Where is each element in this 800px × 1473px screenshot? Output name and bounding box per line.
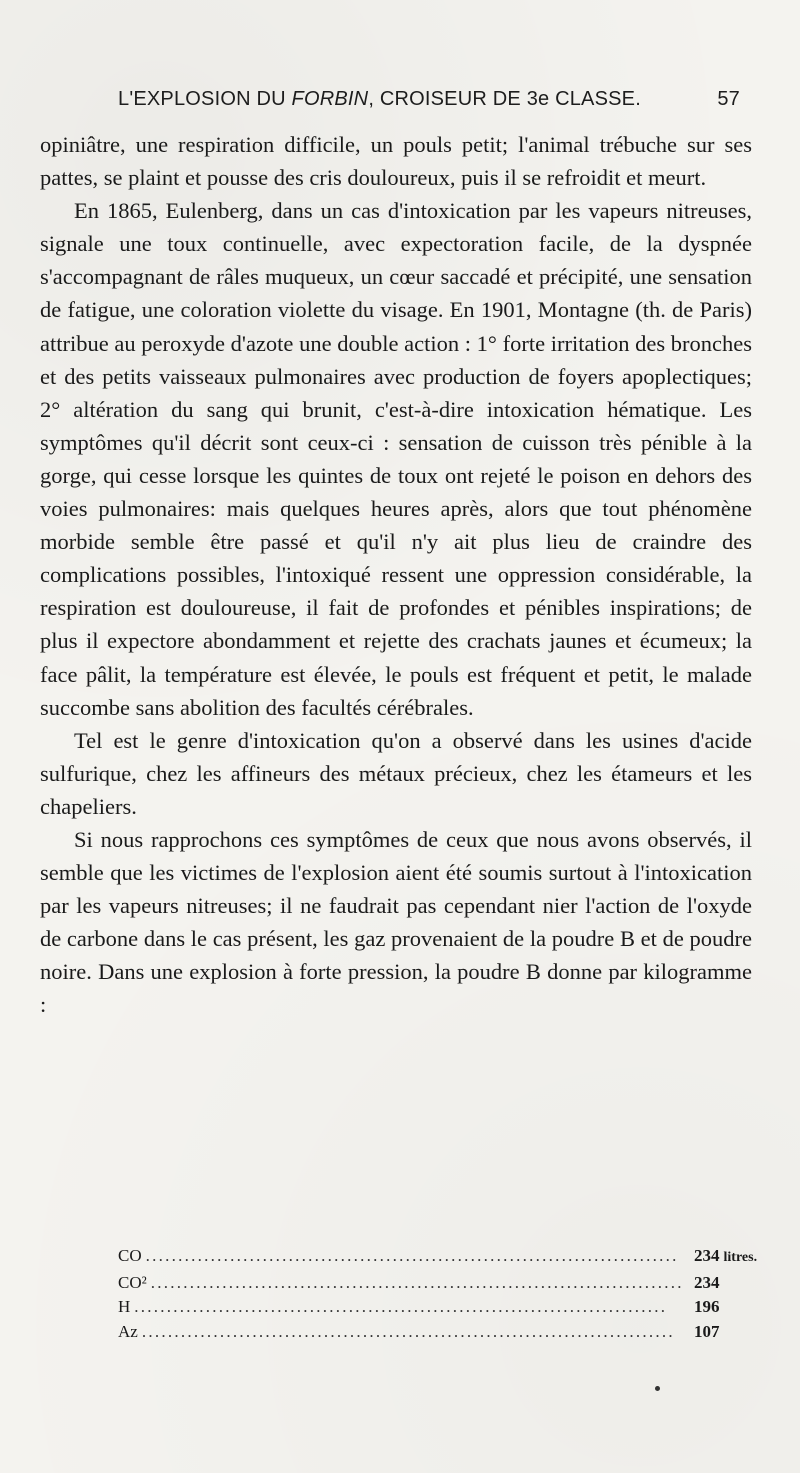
gas-unit: litres. xyxy=(723,1250,758,1265)
table-row xyxy=(118,1320,764,1345)
paragraph-comparison: Si nous rapprochons ces symptômes de ceux que nous avons observés, il semble que les victimes de l'explosion aient été soumis surtout à l'intoxication par les vapeurs nitreuses; il ne faudrait pas cependant nier l'action de l'oxyde de carbone dans le cas présent, les gaz provenaient de la poudre B et de poudre noire. Dans une explosion à forte pression, la poudre B donne par kilogramme : xyxy=(40,826,752,1018)
body-text xyxy=(40,128,752,1022)
dot-leader xyxy=(142,1320,690,1345)
running-title-prefix: L'EXPLOSION DU xyxy=(118,88,292,110)
gas-value-number: 107 xyxy=(694,1321,720,1341)
gas-label: CO xyxy=(118,1246,142,1265)
gas-value-number: 234 xyxy=(694,1246,720,1265)
table-row xyxy=(118,1244,764,1271)
paragraph-industries: Tel est le genre d'intoxication qu'on a observé dans les usines d'acide sulfurique, chez les affineurs des métaux précieux, chez les étameurs et les chapeliers. xyxy=(40,727,752,819)
dot-leader xyxy=(134,1295,690,1320)
paragraph-continued: opiniâtre, une respiration difficile, un pouls petit; l'animal trébuche sur ses pattes, se plaint et pousse des cris douloureux, puis il se refroidit et meurt. xyxy=(40,132,752,191)
ink-dot xyxy=(655,1386,660,1391)
dot-leader xyxy=(151,1271,690,1296)
dot-leader xyxy=(146,1244,690,1269)
gas-label: H xyxy=(118,1297,131,1317)
gas-value-number: 196 xyxy=(694,1297,720,1317)
gas-value xyxy=(694,1295,764,1320)
page-number: 57 xyxy=(717,88,740,110)
gas-value xyxy=(694,1244,764,1271)
table-row xyxy=(118,1271,764,1296)
gas-label: CO² xyxy=(118,1272,147,1292)
gas-value-number: 234 xyxy=(694,1272,720,1292)
gas-label: Az xyxy=(118,1321,138,1341)
running-title xyxy=(118,88,641,111)
gas-value xyxy=(694,1320,764,1345)
running-head xyxy=(40,88,740,120)
paragraph-eulenberg: En 1865, Eulenberg, dans un cas d'intoxication par les vapeurs nitreuses, signale une toux continuelle, avec expectoration facile, de la dyspnée s'accompagnant de râles muqueux, un cœur saccadé et précipité, une sensation de fatigue, une coloration violette du visage. En 1901, Montagne (th. de Paris) attribue au peroxyde d'azote une double action : 1° forte irritation des bronches et des petits vaisseaux pulmonaires avec production de foyers apoplectiques; 2° altération du sang qui brunit, c'est-à-dire intoxication hématique. Les symptômes qu'il décrit sont ceux-ci : sensation de cuisson très pénible à la gorge, qui cesse lorsque les quintes de toux ont rejeté le poison en dehors des voies pulmonaires: mais quelques heures après, alors que tout phénomène morbide semble être passé et qu'il n'y ait plus lieu de craindre des complications possibles, l'intoxiqué ressent une oppression considérable, la respiration est douloureuse, il fait de profondes et pénibles inspirations; de plus il expectore abondamment et rejette des crachats jaunes et écumeux; la face pâlit, la température est élevée, le pouls est fréquent et petit, le malade succombe sans abolition des facultés cérébrales. xyxy=(40,198,752,720)
gas-volume-table xyxy=(118,1244,764,1344)
gas-value xyxy=(694,1271,764,1296)
table-row xyxy=(118,1295,764,1320)
ship-name: FORBIN xyxy=(291,88,369,110)
running-title-suffix: , CROISEUR DE 3e CLASSE. xyxy=(368,88,641,110)
